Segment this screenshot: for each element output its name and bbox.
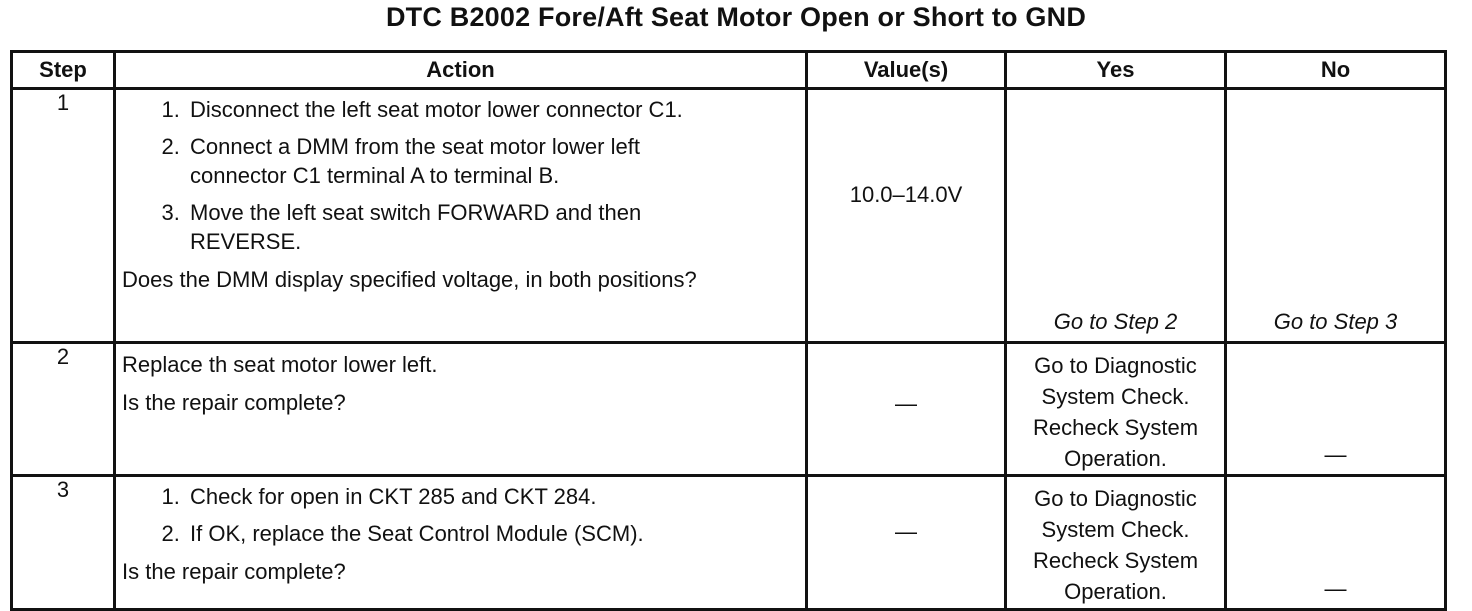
action-question: Does the DMM display specified voltage, in both positions?: [122, 267, 697, 292]
table-row: [12, 89, 1446, 343]
list-item: 2. Connect a DMM from the seat motor lower left connector C1 terminal A to terminal B.: [186, 132, 797, 190]
yes-text: Go to Diagnostic System Check. Recheck System Operation.: [1032, 353, 1199, 471]
list-item: 3. Move the left seat switch FORWARD and then REVERSE.: [186, 198, 797, 256]
value-text: 10.0–14.0V: [849, 182, 963, 207]
action-cell: [115, 89, 807, 343]
step-number: 2: [12, 343, 115, 476]
action-cell: [115, 476, 807, 610]
value-text: —: [895, 391, 917, 416]
header-values: Value(s): [807, 52, 1006, 89]
no-cell: [1226, 476, 1446, 610]
action-question: Is the repair complete?: [122, 390, 346, 415]
action-question: Is the repair complete?: [122, 559, 346, 584]
table-row: [12, 476, 1446, 610]
no-cell: [1226, 343, 1446, 476]
yes-text: Go to Step 2: [1053, 309, 1178, 334]
table-header-row: [12, 52, 1446, 89]
list-item: 2. If OK, replace the Seat Control Module (SCM).: [186, 519, 797, 548]
no-text: —: [1324, 442, 1347, 467]
list-item: 1. Disconnect the left seat motor lower connector C1.: [186, 95, 797, 124]
no-text: —: [1324, 576, 1347, 601]
yes-cell: [1006, 476, 1226, 610]
value-cell: [807, 343, 1006, 476]
action-cell: [115, 343, 807, 476]
action-list: [122, 95, 797, 256]
header-step: Step: [12, 52, 115, 89]
step-number: 3: [12, 476, 115, 610]
yes-cell: [1006, 89, 1226, 343]
value-cell: [807, 89, 1006, 343]
table-row: [12, 343, 1446, 476]
yes-text: Go to Diagnostic System Check. Recheck System Operation.: [1032, 486, 1199, 604]
yes-cell: [1006, 343, 1226, 476]
header-action: Action: [115, 52, 807, 89]
diagnostic-table: [10, 50, 1447, 611]
action-list: [122, 482, 797, 548]
list-item: 1. Check for open in CKT 285 and CKT 284.: [186, 482, 797, 511]
value-text: —: [895, 519, 917, 544]
header-no: No: [1226, 52, 1446, 89]
header-yes: Yes: [1006, 52, 1226, 89]
no-cell: [1226, 89, 1446, 343]
no-text: Go to Step 3: [1273, 309, 1398, 334]
document-title: DTC B2002 Fore/Aft Seat Motor Open or Short to GND: [385, 2, 1087, 32]
value-cell: [807, 476, 1006, 610]
action-line: Replace th seat motor lower left.: [122, 352, 438, 377]
step-number: 1: [12, 89, 115, 343]
